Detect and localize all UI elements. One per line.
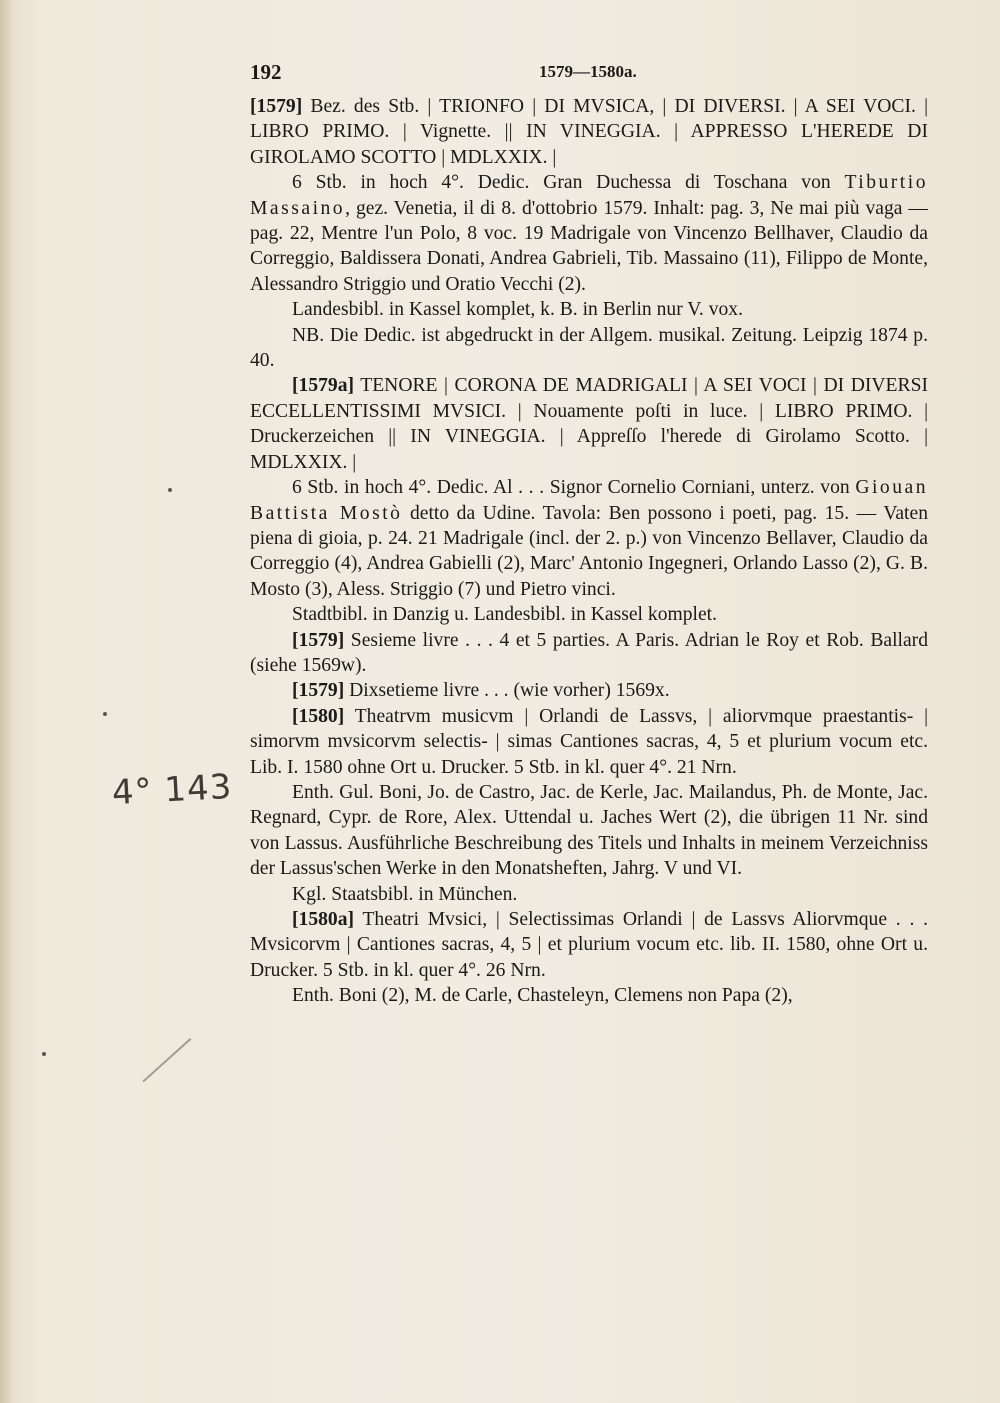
entry-tag: [1579a] xyxy=(292,375,355,397)
binding-edge xyxy=(0,0,14,1403)
running-head: 1579—1580a. xyxy=(539,62,637,81)
entry-note: Enth. Gul. Boni, Jo. de Castro, Jac. de Kerle, Jac. Mailandus, Ph. de Monte, Jac. Regnard, Cypr. de Rore, Alex. Uttendal u. Jaches Wert (2), die übrigen 11 Nr. sind von Lassus. Ausführliche Beschreibung des Titels und Inhalts in meinem Verzeichniss der Lassus'schen Werke in den Monatsheften, Jahrg. V und VI. xyxy=(250,781,928,880)
spaced-name: Giouan Battista Mostò xyxy=(250,477,928,524)
desc-text: 6 Stb. in hoch 4°. Dedic. Gran Duchessa di Toschana von xyxy=(292,172,845,194)
desc-text: 6 Stb. in hoch 4°. Dedic. Al . . . Signor Cornelio Corniani, unterz. von xyxy=(292,477,856,499)
ink-dot xyxy=(103,712,107,716)
page-header xyxy=(250,60,930,90)
entry-tag: [1579] xyxy=(292,680,345,702)
entry-note: Landesbibl. in Kassel komplet, k. B. in Berlin nur V. vox. xyxy=(292,299,743,321)
entry-title-text: Bez. des Stb. | TRIONFO | DI MVSICA, | DI DIVERSI. | A SEI VOCI. | LIBRO PRIMO. | Vignette. || IN VINEGGIA. | APPRESSO L'HEREDE DI GIROLAMO SCOTTO | MDLXXIX. | xyxy=(250,96,928,168)
entry-description xyxy=(250,170,928,297)
desc-text: , gez. Venetia, il di 8. d'ottobrio 1579. Inhalt: pag. 3, Ne mai più vaga — pag. 22, Mentre l'un Polo, 8 voc. 19 Madrigale von Vincenzo Bellhaver, Claudio da Correggio, Baldissera Donati, Andrea Gabrieli, Tib. Massaino (11), Filippo de Monte, Alessandro Striggio und Oratio Vecchi (2). xyxy=(250,197,928,295)
entry-tag: [1580a] xyxy=(292,909,355,930)
entry-note: Stadtbibl. in Danzig u. Landesbibl. in Kassel komplet. xyxy=(292,604,718,626)
entry-note: Enth. Boni (2), M. de Carle, Chasteleyn, Clemens non Papa (2), xyxy=(292,985,793,1007)
spaced-name: Tiburtio Massaino xyxy=(250,172,928,219)
entry-title xyxy=(250,373,928,475)
entry-title-text: Theatri Mvsici, | Selectissimas Orlandi | de Lassvs Aliorvmque . . . Mvsicorvm | Cantiones sacras, 4, 5 | et plurium vocum etc. lib. II. 1580, ohne Ort u. Drucker. 5 Stb. in kl. quer 4°. 26 Nrn. xyxy=(250,909,928,981)
entry-title-text: Sesieme livre . . . 4 et 5 parties. A Paris. Adrian le Roy et Rob. Ballard (siehe 1569w). xyxy=(250,629,928,676)
entry-title xyxy=(250,94,928,170)
entry-description xyxy=(250,475,928,602)
desc-text: detto da Udine. Tavola: Ben possono i poeti, pag. 15. — Vaten piena di gioia, p. 24. 21 Madrigale (incl. der 2. p.) von Vincenzo Bellaver, Claudio da Correggio (4), Andrea Gabielli (2), Marc' Antonio Ingegneri, Orlando Lasso (2), G. B. Mosto (3), Aless. Striggio (7) und Pietro vinci. xyxy=(250,502,928,600)
entry-title xyxy=(250,628,928,679)
entry-tag: [1579] xyxy=(292,629,345,651)
entry-tag: [1579] xyxy=(250,96,303,117)
entry-title-text: Theatrvm musicvm | Orlandi de Lassvs, | aliorvmque praestantis- | simorvm mvsicorvm selectis- | simas Cantiones sacras, 4, 5 et plurium vocum etc. Lib. I. 1580 ohne Ort u. Drucker. 5 Stb. in kl. quer 4°. 21 Nrn. xyxy=(250,705,928,778)
ink-dot xyxy=(42,1052,46,1056)
entry-note: Kgl. Staatsbibl. in München. xyxy=(292,883,518,905)
page-number: 192 xyxy=(250,60,282,84)
entry-title-text: TENORE | CORONA DE MADRIGALI | A SEI VOCI | DI DIVERSI ECCELLENTISSIMI MVSICI. | Nouamente poſti in luce. | LIBRO PRIMO. | Druckerzeichen || IN VINEGGIA. | Appreſſo l'herede di Girolamo Scotto. | MDLXXIX. | xyxy=(250,375,928,473)
entry-tag: [1580] xyxy=(292,705,345,727)
ink-dot xyxy=(168,488,172,492)
entry-title xyxy=(250,704,928,780)
entry-title xyxy=(250,678,928,703)
entry-title xyxy=(250,907,928,983)
entry-note: NB. Die Dedic. ist abgedruckt in der Allgem. musikal. Zeitung. Leipzig 1874 p. 40. xyxy=(250,324,928,372)
entry-title-text: Dixsetieme livre . . . (wie vorher) 1569x. xyxy=(344,680,670,702)
handwritten-shelfmark: 4° 143 xyxy=(111,766,234,814)
catalog-text xyxy=(250,94,928,1009)
pencil-mark xyxy=(142,1038,191,1082)
